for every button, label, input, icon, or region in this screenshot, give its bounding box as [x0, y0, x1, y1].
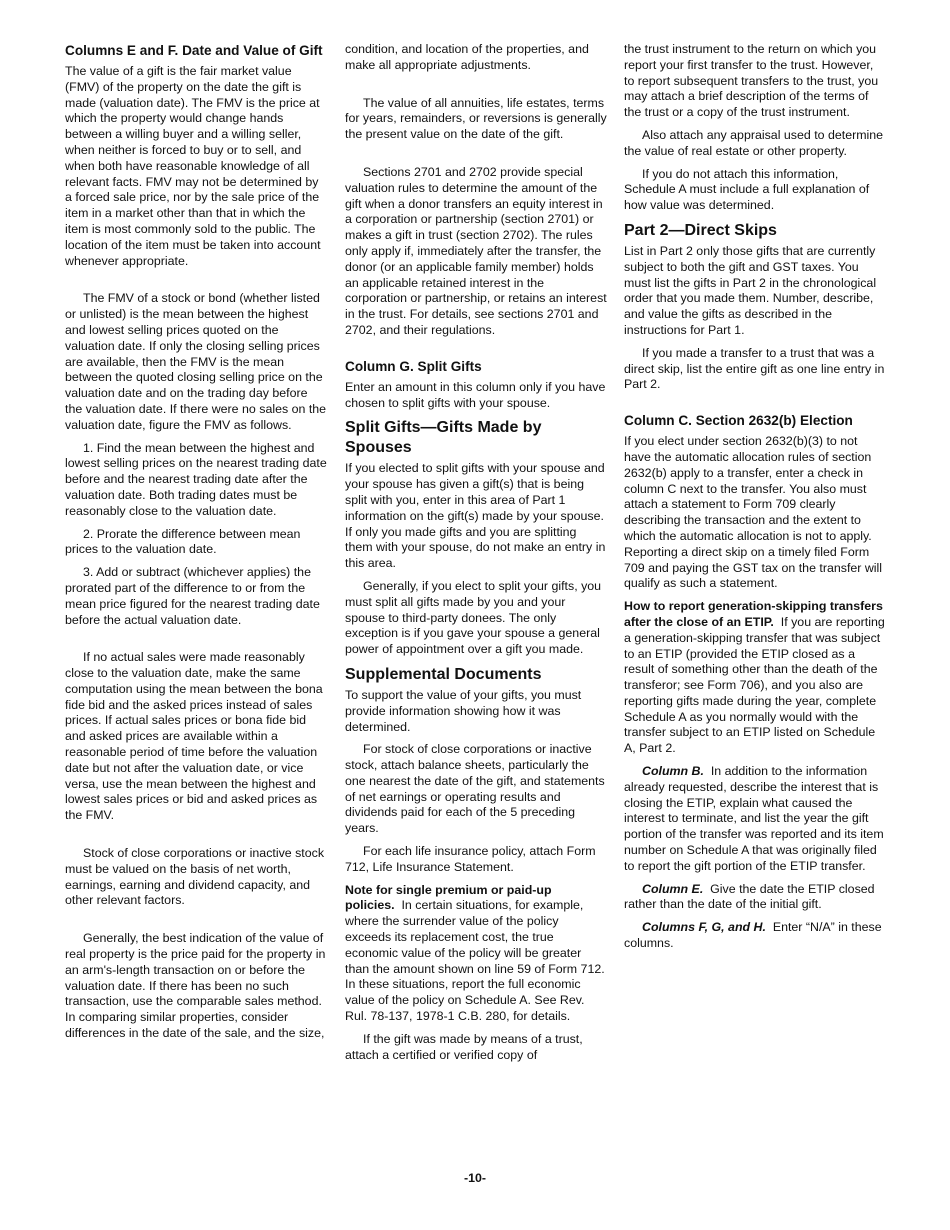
paragraph: If you elected to split gifts with your spouse and your spouse has given a gift(s) that is being split with you, enter in this area of Part 1 information on the gift(s) made by your spouse. If only you made gifts and you are splitting them with your spouse, do not make an entry in this area. — [345, 461, 606, 571]
column-3 — [624, 42, 886, 959]
paragraph: Sections 2701 and 2702 provide special valuation rules to determine the amount of the gift when a donor transfers an equity interest in a corporation or partnership (section 2701) or makes a gift in trust (section 2702). The rules only apply if, immediately after the transfer, the donor (or an applicable family member) holds an applicable retained interest in the corporation or partnership, or retains an interest in the trust. For details, see sections 2701 and 2702, and their regulations. — [345, 164, 607, 337]
paragraph: Stock of close corporations or inactive stock must be valued on the basis of net worth, earnings, earning and dividend capacity, and other relevant factors. — [65, 846, 325, 908]
column-b-paragraph — [624, 764, 886, 875]
paragraph: For each life insurance policy, attach Form 712, Life Insurance Statement. — [345, 844, 596, 874]
column-1 — [65, 42, 327, 1049]
paragraph: Generally, the best indication of the value of real property is the price paid for the property in an arm's-length transaction on or before the valuation date. If there has been no such transaction, use the comparable sales method. In comparing similar properties, consider differences in the date of the sale, and the size, — [65, 931, 326, 1041]
paragraph: Also attach any appraisal used to determine the value of real estate or other property. — [624, 127, 884, 158]
paragraph: The FMV of a stock or bond (whether listed or unlisted) is the mean between the highest and lowest selling prices quoted on the valuation date. If only the closing selling prices are available, then the FMV is the mean between the quoted closing selling price on the valuation date and on the trading day before the valuation date. If there were no sales on the valuation date, figure the FMV as follows. — [65, 291, 327, 432]
page-number: -10- — [463, 1171, 487, 1185]
paragraph: If you made a transfer to a trust that was a direct skip, list the entire gift as one line entry in Part 2. — [624, 345, 885, 392]
note-body: In certain situations, for example, where the surrender value of the policy exceeds its replacement cost, the true economic value of the policy will be greater than the amount shown on line 59 of Form 712. In these situations, report the full economic value of the policy on Schedule A. See Rev. Rul. 78-137, 1978-1 C.B. 280, for details. — [345, 898, 605, 1024]
column-b-body: In addition to the information already requested, describe the interest that is closing the ETIP, explain what caused the interest to terminate, and list the year the gift portion of the transfer was reported and its item number on Schedule A that was originally filed to report the gift portion of the ETIP transfer. — [624, 764, 884, 873]
list-item: 2. Prorate the difference between mean prices to the valuation date. — [65, 526, 301, 557]
column-e-heading: Column E. — [642, 881, 704, 896]
paragraph: Enter an amount in this column only if you have chosen to split gifts with your spouse. — [345, 379, 606, 410]
paragraph: If no actual sales were made reasonably close to the valuation date, make the same computation using the mean between the bona fide bid and the asked prices instead of sales prices. If actual sales prices or bona fide bid and asked prices are available within a reasonable period of time before the valuation date but not after the valuation date, or vice versa, use the mean between the highest and lowest sales prices or bid and asked prices as the FMV. — [65, 650, 323, 823]
heading-split-gifts: Split Gifts—Gifts Made by Spouses — [345, 419, 542, 457]
column-e-paragraph — [624, 882, 886, 914]
heading-column-c: Column C. Section 2632(b) Election — [624, 413, 853, 429]
etip-body: If you are reporting a generation-skipping transfer that was subject to an ETIP (provided the ETIP closed as a result of something other than the death of the transferor; see Form 706), and you also are reporting gifts made during the year, complete Schedule A as you normally would with the transfer subject to an ETIP listed on Schedule A, Part 2. — [624, 614, 885, 756]
heading-column-g: Column G. Split Gifts — [345, 358, 482, 374]
columns-fgh-heading: Columns F, G, and H. — [642, 920, 766, 935]
columns-fgh-body: Enter “N/A” in these columns. — [624, 920, 882, 951]
paragraph: If you do not attach this information, Schedule A must include a full explanation of how value was determined. — [624, 166, 870, 213]
paragraph: The value of all annuities, life estates, terms for years, remainders, or reversions is generally the present value on the date of the gift. — [345, 95, 607, 142]
paragraph: If the gift was made by means of a trust, attach a certified or verified copy of — [345, 1031, 583, 1062]
list-item: 3. Add or subtract (whichever applies) the prorated part of the difference to or from the mean price figured for the nearest trading date before the actual valuation date. — [65, 565, 320, 627]
column-2 — [345, 42, 607, 1070]
heading-columns-e-f: Columns E and F. Date and Value of Gift — [65, 43, 323, 58]
note-paragraph — [345, 883, 607, 1025]
etip-heading: How to report generation-skipping transfers after the close of an ETIP. — [624, 599, 883, 629]
paragraph: The value of a gift is the fair market value (FMV) of the property on the date the gift is made (valuation date). The FMV is the price at which the property would change hands between a willing buyer and a willing seller, when neither is forced to buy or to sell, and when both have reasonable knowledge of all relevant facts. FMV may not be determined by a forced sale price, nor by the sale price of the item in a market other than that in which the item is most commonly sold to the public. The location of the item must be taken into account whenever appropriate. — [65, 64, 321, 268]
heading-supplemental-documents: Supplemental Documents — [345, 665, 542, 683]
paragraph: For stock of close corporations or inactive stock, attach balance sheets, particularly the one nearest the date of the gift, and statements of net earnings or operating results and dividends paid for each of the 5 preceding years. — [345, 742, 605, 836]
etip-paragraph — [624, 599, 886, 757]
paragraph: condition, and location of the properties, and make all appropriate adjustments. — [345, 42, 589, 72]
heading-part-2-direct-skips: Part 2—Direct Skips — [624, 221, 777, 239]
column-e-body: Give the date the ETIP closed rather than the date of the initial gift. — [624, 881, 875, 912]
paragraph: To support the value of your gifts, you must provide information showing how it was determined. — [345, 687, 582, 734]
paragraph: If you elect under section 2632(b)(3) to not have the automatic allocation rules of section 2632(b) apply to a transfer, enter a check in column C next to the transfer. You also must attach a statement to Form 709 clearly describing the transaction and the extent to which the automatic allocation is not to apply. Reporting a direct skip on a timely filed Form 709 and paying the GST tax on the transfer will qualify as such a statement. — [624, 434, 883, 591]
paragraph: the trust instrument to the return on which you report your first transfer to the trust. However, to report subsequent transfers to the trust, you may attach a brief description of the terms of the trust or a copy of the trust instrument. — [624, 42, 879, 120]
columns-fgh-paragraph — [624, 920, 886, 952]
note-heading: Note for single premium or paid-up policies. — [345, 882, 552, 913]
paragraph: List in Part 2 only those gifts that are currently subject to both the gift and GST taxes. You must list the gifts in Part 2 in the chronological order that you made them. Number, describe, and value the gifts as described in the instructions for Part 1. — [624, 243, 877, 337]
list-item: 1. Find the mean between the highest and lowest selling prices on the nearest trading date before and the nearest trading date after the valuation date. Both trading dates must be reasonably close to the valuation date. — [65, 440, 327, 518]
column-b-heading: Column B. — [642, 764, 704, 779]
paragraph: Generally, if you elect to split your gifts, you must split all gifts made by you and your spouse to third-party donees. The only exception is if you gave your spouse a general power of appointment over a gift you made. — [345, 578, 602, 657]
